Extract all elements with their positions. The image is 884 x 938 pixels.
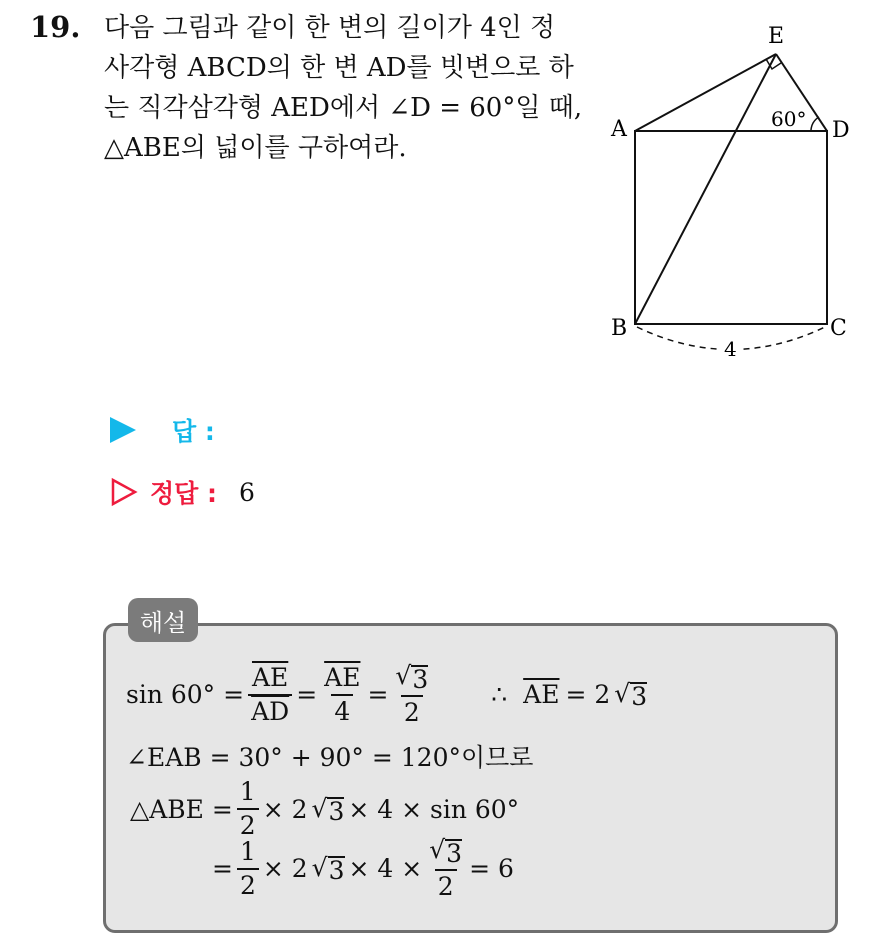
- fraction-root3-2: [392, 662, 431, 727]
- explanation-tab: 해설: [128, 598, 198, 642]
- label-e: E: [768, 24, 785, 49]
- correct-triangle-outline-icon: [110, 477, 138, 507]
- area-lhs: △ABE =: [130, 794, 233, 824]
- fraction-num: [392, 662, 431, 695]
- therefore-symbol: ∴: [491, 680, 508, 709]
- fraction-den: 2: [237, 808, 259, 840]
- label-d: D: [832, 118, 850, 143]
- fraction-den: AD: [248, 694, 292, 726]
- root3: [312, 853, 345, 884]
- explanation-line-1: [126, 662, 647, 727]
- geometry-figure: [600, 18, 860, 368]
- radical-sign: √: [311, 853, 328, 882]
- fraction-den: 2: [237, 868, 259, 900]
- answer-play-icon: [110, 417, 136, 443]
- fraction-num: 1: [239, 777, 256, 806]
- fraction-num: [426, 836, 465, 869]
- segment-be: [635, 54, 776, 324]
- fraction-den: 2: [435, 869, 457, 901]
- equals: =: [212, 854, 233, 883]
- radical-sign: √: [614, 679, 631, 708]
- fraction-half: [237, 838, 259, 900]
- square-abcd: [635, 131, 827, 324]
- answer-label: 답 :: [172, 417, 215, 446]
- times-four: × 4 ×: [348, 854, 423, 883]
- question-number: 19.: [30, 10, 81, 44]
- question-line-1: 다음 그림과 같이 한 변의 길이가 4인 정: [104, 13, 556, 43]
- radical-sign: √: [311, 793, 328, 823]
- label-b: B: [611, 316, 628, 341]
- explanation-line-2: [126, 738, 533, 774]
- equals: =: [367, 680, 389, 709]
- correct-answer-row: [110, 472, 255, 512]
- question-line-4: △ABE의 넓이를 구하여라.: [104, 133, 407, 163]
- explanation-line-4: [212, 836, 514, 901]
- correct-answer-value: 6: [239, 477, 255, 507]
- root3: [312, 794, 345, 825]
- radicand: 3: [328, 796, 345, 826]
- fraction-den: 4: [331, 694, 353, 726]
- question-line-3: 는 직각삼각형 AED에서 ∠D = 60°일 때,: [104, 93, 583, 123]
- fraction-half: [237, 778, 259, 840]
- radicand: 3: [631, 682, 648, 711]
- question-line-2: 사각형 ABCD의 한 변 AD를 빗변으로 하: [104, 53, 574, 83]
- side-length-label: 4: [724, 337, 737, 361]
- explanation-line-3: [130, 778, 519, 840]
- radicand: 3: [328, 856, 345, 885]
- fraction-ae-4: [321, 664, 363, 726]
- equals: =: [296, 680, 318, 709]
- fraction-num: $\overline{AE}$: [251, 662, 289, 692]
- fraction-den: 2: [401, 695, 423, 727]
- sin-lhs: sin 60° =: [126, 680, 245, 709]
- fraction-num: 1: [239, 836, 256, 866]
- label-a: A: [611, 117, 627, 142]
- fraction-root3-2: [426, 836, 465, 901]
- fraction-num: $\overline{AE}$: [324, 662, 361, 692]
- root3: [614, 679, 647, 710]
- angle-label: 60°: [771, 107, 807, 131]
- radical-sign: √: [429, 835, 446, 864]
- radicand: 3: [446, 839, 463, 868]
- label-c: C: [830, 316, 847, 341]
- radical-sign: √: [395, 661, 412, 690]
- correct-answer-label: 정답 :: [150, 479, 218, 508]
- ae-overline: $\overline{AE}$: [523, 680, 560, 709]
- ae-value: = 2: [565, 680, 611, 709]
- question-text: [104, 8, 589, 168]
- radicand: 3: [412, 665, 429, 694]
- times-two: × 2: [262, 794, 308, 824]
- answer-row: [110, 410, 215, 450]
- times-four-sin: × 4 × sin 60°: [348, 794, 520, 824]
- angle-arc-d: [811, 117, 819, 131]
- fraction-ae-ad: [248, 664, 292, 726]
- times-two: × 2: [262, 854, 308, 883]
- angle-eab-text: ∠EAB = 30° + 90° = 120°이므로: [126, 743, 534, 772]
- result: = 6: [469, 854, 514, 883]
